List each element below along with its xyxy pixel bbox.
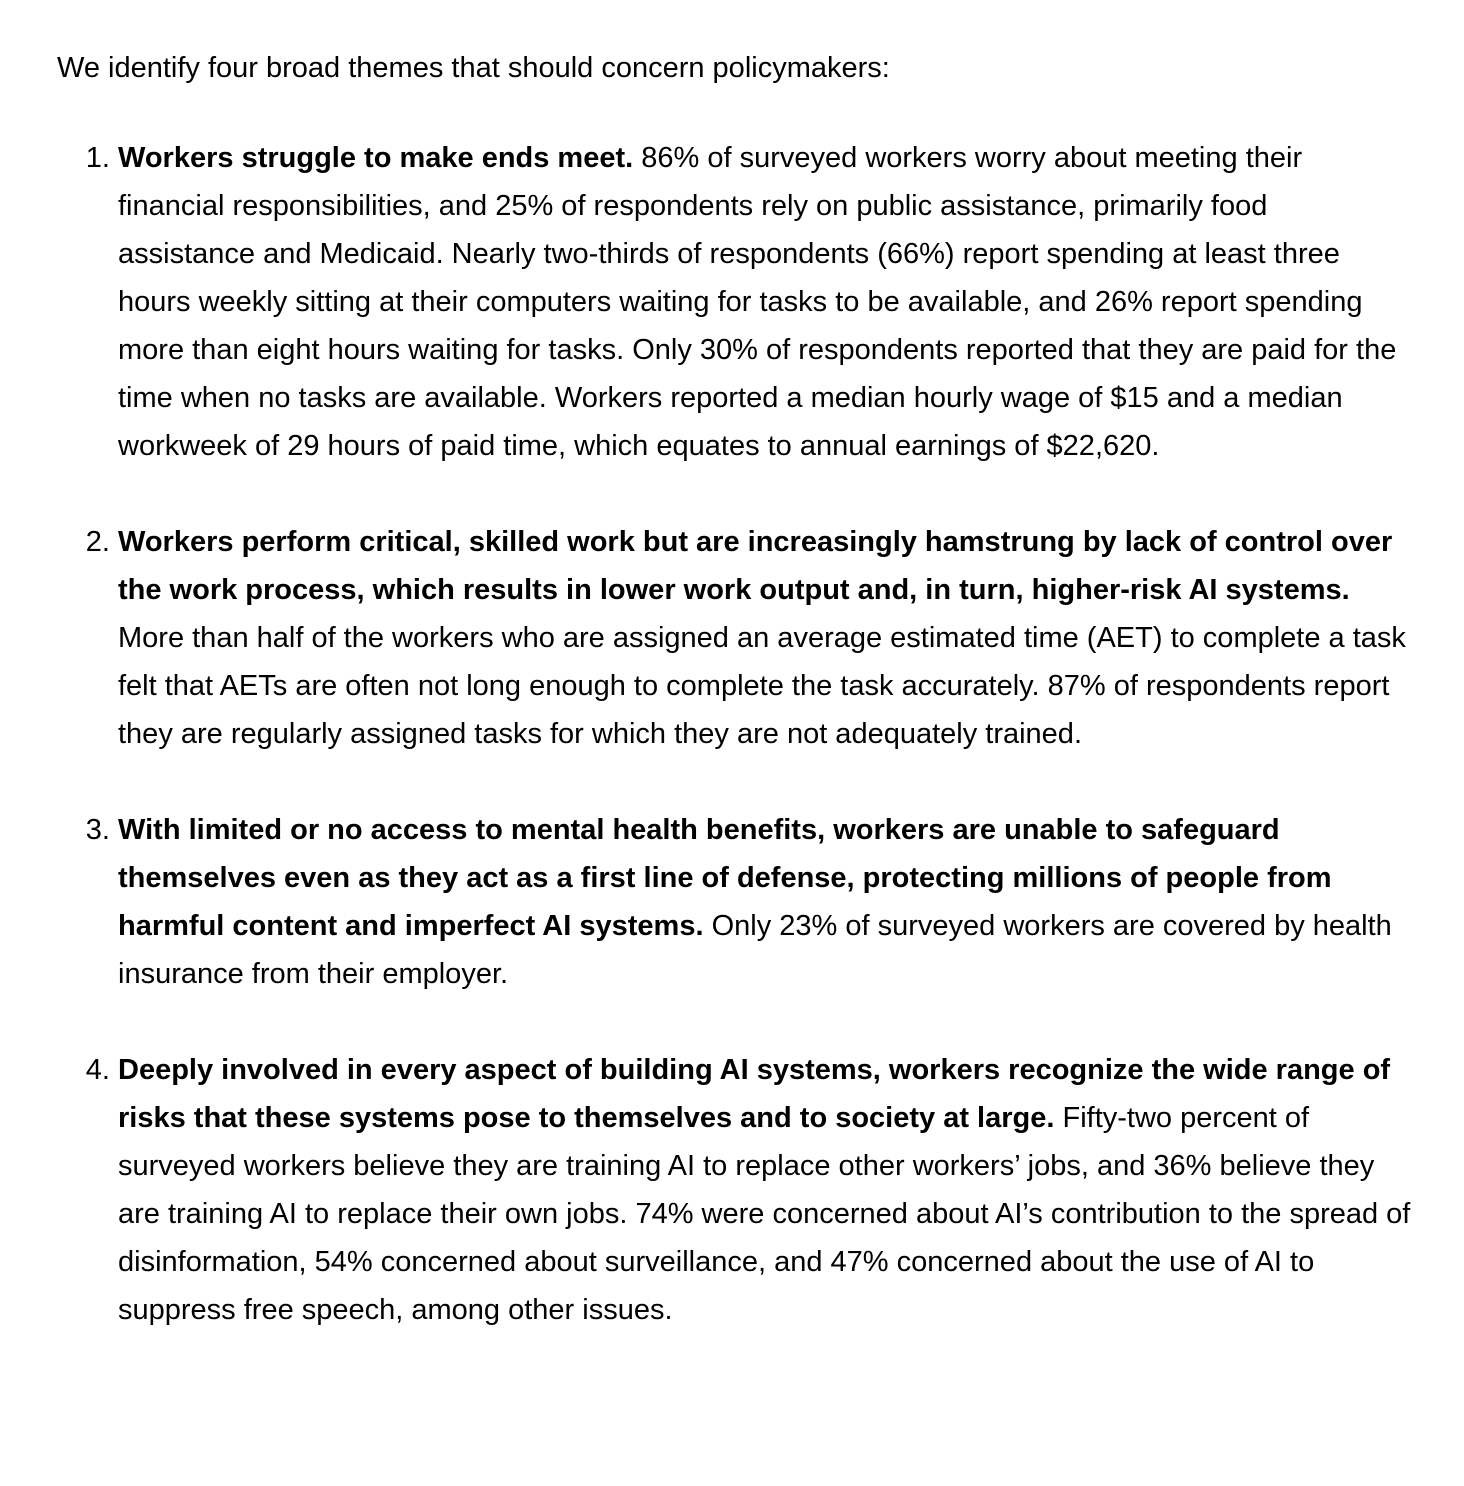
themes-list — [57, 134, 1412, 1334]
list-item-4 — [118, 1046, 1412, 1334]
item-3-lead: With limited or no access to mental health benefits, workers are unable to safeguard themselves even as they act as a first line of defense, protecting millions of people from harmful content and imperfect AI systems. — [118, 814, 1332, 942]
item-3-body: Only 23% of surveyed workers are covered by health insurance from their employer. — [118, 910, 1392, 990]
item-1-body: 86% of surveyed workers worry about meeting their financial responsibilities, and 25% of respondents rely on public assistance, primarily food assistance and Medicaid. Nearly two-thirds of respondents (66%) report spending at least three hours weekly sitting at their computers waiting for tasks to be available, and 26% report spending more than eight hours waiting for tasks. Only 30% of respondents reported that they are paid for the time when no tasks are available. Workers reported a median hourly wage of $15 and a median workweek of 29 hours of paid time, which equates to annual earnings of $22,620. — [118, 142, 1397, 462]
list-item-3 — [118, 806, 1412, 998]
item-4-body: Fifty-two percent of surveyed workers believe they are training AI to replace other workers’ jobs, and 36% believe they are training AI to replace their own jobs. 74% were concerned about AI’s contribution to the spread of disinformation, 54% concerned about surveillance, and 47% concerned about the use of AI to suppress free speech, among other issues. — [118, 1102, 1411, 1326]
document — [57, 44, 1412, 1334]
intro-paragraph: We identify four broad themes that should concern policymakers: — [57, 52, 890, 84]
list-item-1 — [118, 134, 1412, 470]
item-4-lead: Deeply involved in every aspect of building AI systems, workers recognize the wide range of risks that these systems pose to themselves and to society at large. — [118, 1054, 1391, 1134]
item-2-body: More than half of the workers who are assigned an average estimated time (AET) to complete a task felt that AETs are often not long enough to complete the task accurately. 87% of respondents report they are regularly assigned tasks for which they are not adequately trained. — [118, 622, 1406, 750]
list-item-2 — [118, 518, 1412, 758]
item-2-lead: Workers perform critical, skilled work but are increasingly hamstrung by lack of control over the work process, which results in lower work output and, in turn, higher-risk AI systems. — [118, 526, 1393, 606]
item-1-lead: Workers struggle to make ends meet. — [118, 142, 642, 174]
